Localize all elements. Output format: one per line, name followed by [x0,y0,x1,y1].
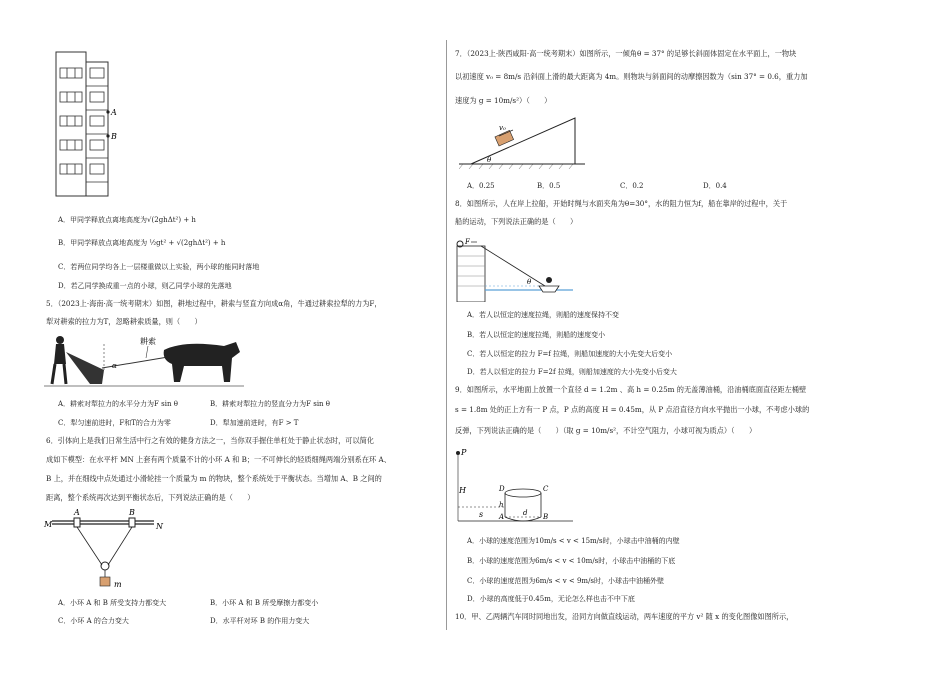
column-divider [446,40,447,630]
svg-text:s: s [479,510,484,519]
incline-figure [459,114,589,172]
svg-text:B: B [129,508,135,517]
q7-option-b[interactable]: B．0.5 [537,182,561,190]
q9-option-b[interactable]: B．小球的速度范围为6m/s < v < 10m/s时，小球击中油桶的下底 [467,557,676,565]
q9-option-c[interactable]: C．小球的速度范围为6m/s < v < 9m/s时，小球击中油桶外壁 [467,577,665,585]
ox-plow-figure [44,334,244,390]
q8-option-b[interactable]: B．若人以恒定的速度拉绳，则船的速度变小 [467,331,606,339]
q9-line2: s = 1.8m 处的正上方有一 P 点，P 点的高度 H = 0.45m，从 P 点沿直径方向水平抛出一小球，不考虑小球的 [455,405,810,414]
q6-option-c[interactable]: C．小环 A 的合力变大 [58,617,129,625]
q8-line2: 船的运动，下列说法正确的是（ ） [455,217,578,226]
boat-figure [455,236,575,302]
q6-line3: B 上，并在细线中点处通过小滑轮挂一个质量为 m 的物块，整个系统处于平衡状态。当增加 A、B 之间的 [46,474,382,483]
svg-text:N: N [156,522,163,531]
q7-option-c[interactable]: C．0.2 [620,182,644,190]
q7-option-a[interactable]: A．0.25 [467,182,495,190]
svg-text:h: h [499,501,504,509]
q8-option-a[interactable]: A．若人以恒定的速度拉绳，则船的速度保持不变 [467,311,620,319]
svg-text:D: D [499,485,505,493]
label-b: B [111,132,117,141]
q4-option-c[interactable]: C．若两位同学均各上一层楼重做以上实验，两小球的能同时落地 [58,263,260,271]
svg-text:v₀: v₀ [499,124,506,132]
q6-option-d[interactable]: D．水平杆对环 B 的作用力变大 [210,617,310,625]
rod-pulley-figure [42,505,172,595]
q4-option-b[interactable]: B．甲同学释放点离地高度为 ½gt² + √(2ghΔt²) + h [58,239,226,247]
svg-text:θ: θ [487,156,492,164]
q6-line4: 距离，整个系统再次达到平衡状态后，下列说法正确的是（ ） [46,493,255,502]
q8-option-c[interactable]: C．若人以恒定的拉力 F=f 拉绳，则船加速度的大小先变大后变小 [467,350,673,358]
q8-option-d[interactable]: D．若人以恒定的拉力 F=2f 拉绳，则船加速度的大小先变小后变大 [467,368,677,376]
q5-line2: 犁对耕索的拉力为T，忽略耕索质量，则（ ） [46,317,202,326]
q6-line1: 6．引体向上是我们日常生活中行之有效的健身方法之一，当你双手握住单杠处于静止状态时，可以简化 [46,436,375,445]
svg-text:B: B [543,513,549,521]
q7-line1: 7．（2023上·陕西咸阳·高一统考期末）如图所示，一倾角θ = 37° 的足够长斜面体固定在水平面上，一物块 [455,49,797,58]
q6-line2: 成如下模型：在水平杆 MN 上套有两个质量不计的小环 A 和 B；一不可伸长的轻质细绳两端分别系在环 A、 [46,455,391,464]
q4-option-a[interactable]: A．甲同学释放点离地高度为√(2ghΔt²) + h [58,216,196,224]
q5-option-c[interactable]: C．犁匀速前进时，F和T的合力为零 [58,419,171,427]
svg-text:α: α [112,362,117,370]
building-figure [50,48,150,200]
q5-option-b[interactable]: B．耕索对犁拉力的竖直分力为F sin θ [210,400,331,408]
svg-text:A: A [74,508,80,517]
q7-line2: 以初速度 v₀ = 8m/s 沿斜面上滑的最大距离为 4m。则物块与斜面间的动摩擦因数为（sin 37° = 0.6，重力加 [455,72,808,81]
q10-line1: 10．甲、乙两辆汽车同时同地出发，沿同方向做直线运动，两车速度的平方 v² 随 x 的变化图像如图所示， [455,612,794,621]
barrel-figure [455,445,575,533]
svg-text:H: H [459,486,466,495]
q5-option-a[interactable]: A．耕索对犁拉力的水平分力为F sin θ [58,400,178,408]
q6-option-b[interactable]: B．小环 A 和 B 所受摩擦力都变小 [210,599,319,607]
svg-text:d: d [523,509,528,517]
q9-option-a[interactable]: A．小球的速度范围为10m/s < v < 15m/s时，小球击中油桶的内壁 [467,537,680,545]
svg-text:M: M [44,520,53,529]
svg-text:m: m [114,580,122,589]
q6-option-a[interactable]: A．小环 A 和 B 所受支持力都变大 [58,599,167,607]
label-a: A [111,108,117,117]
q8-line1: 8．如图所示，人在岸上拉船，开始时绳与水面夹角为θ=30°，水的阻力恒为f，船在靠岸的过程中，关于 [455,199,788,208]
svg-text:θ: θ [527,278,532,286]
svg-text:P: P [461,448,467,457]
q5-line1: 5．（2023上·海南·高一统考期末）如图，耕地过程中，耕索与竖直方向成α角，牛通过耕索拉犁的力为F， [46,299,382,308]
rope-label: 耕索 [140,337,156,346]
svg-text:C: C [543,485,549,493]
q9-option-d[interactable]: D．小球的高度低于0.45m，无论怎么样也击不中下底 [467,595,635,603]
q7-line3: 速度为 g = 10m/s²）（ ） [455,96,552,105]
q5-option-d[interactable]: D．犁加速前进时，有F > T [210,419,299,427]
q7-option-d[interactable]: D．0.4 [703,182,727,190]
svg-text:A: A [499,513,505,521]
q9-line1: 9．如图所示，水平地面上放置一个直径 d = 1.2m 、高 h = 0.25m 的无盖薄油桶，沿油桶底面直径距左桶壁 [455,385,807,394]
q4-option-d[interactable]: D．若乙同学换成重一点的小球，则乙同学小球的先落地 [58,282,232,290]
q9-line3: 反弹，下列说法正确的是（ ）（取 g = 10m/s²，不计空气阻力，小球可视为质点）（ ） [455,426,757,435]
svg-text:F: F [465,238,470,246]
